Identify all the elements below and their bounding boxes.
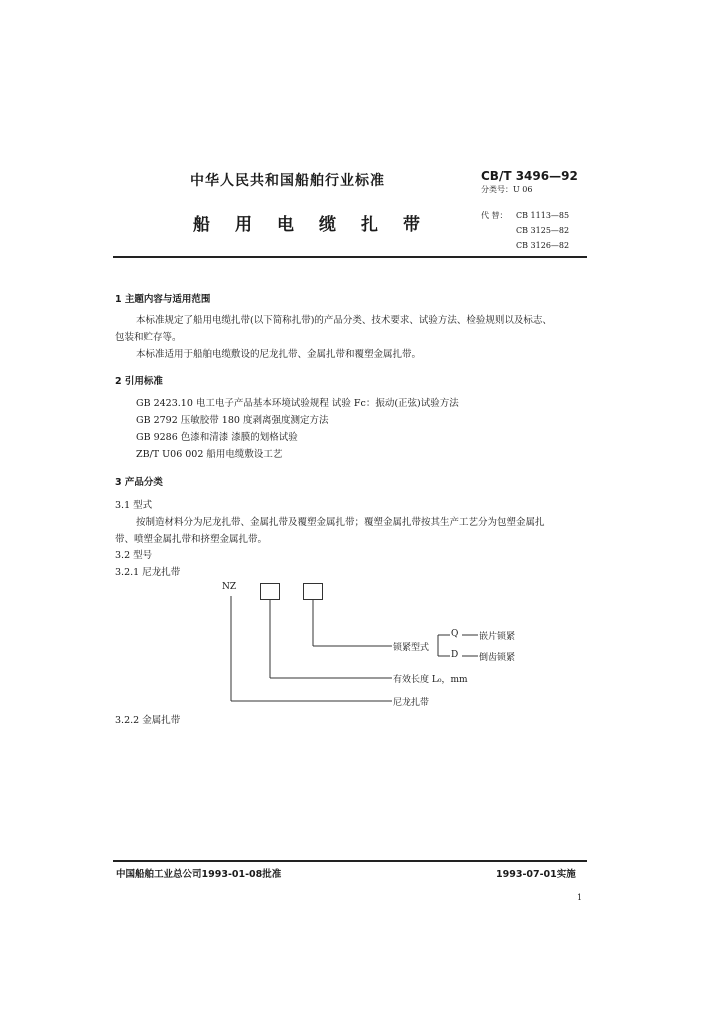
- reference-item: GB 9286 色漆和清漆 漆膜的划格试验: [136, 432, 298, 443]
- replaces-label: 代 替：: [481, 211, 508, 220]
- subsection-3-1-text: 按制造材料分为尼龙扎带、金属扎带及覆塑金属扎带；覆塑金属扎带按其生产工艺分为包塑金属扎: [136, 517, 545, 528]
- subsection-3-1-heading: 3.1 型式: [115, 500, 153, 511]
- replaces-item: CB 3125—82: [516, 226, 570, 235]
- reference-item: GB 2423.10 电工电子产品基本环境试验规程 试验 Fc：振动(正弦)试验方法: [136, 398, 459, 409]
- issuing-body-title: 中华人民共和国船舶行业标准: [190, 173, 385, 189]
- section-1-heading: 1 主题内容与适用范围: [115, 294, 211, 305]
- effective-date: 1993-07-01实施: [496, 869, 576, 880]
- section-1-paragraph: 包装和贮存等。: [115, 332, 182, 343]
- option-q-label: 嵌片锁紧: [479, 632, 516, 642]
- reference-item: ZB/T U06 002 船用电缆敷设工艺: [136, 449, 283, 460]
- document-title: 船用电缆扎带: [193, 215, 445, 235]
- option-d-code: D: [451, 650, 459, 660]
- subsection-3-2-1-heading: 3.2.1 尼龙扎带: [115, 567, 181, 578]
- lock-type-label: 锁紧型式: [393, 643, 430, 653]
- approval-date: 中国船舶工业总公司1993-01-08批准: [116, 869, 282, 880]
- option-q-code: Q: [451, 629, 459, 639]
- footer-rule: [113, 860, 587, 862]
- length-label: 有效长度 L₀，mm: [393, 675, 468, 685]
- reference-item: GB 2792 压敏胶带 180 度剥离强度测定方法: [136, 415, 329, 426]
- replaces-item: CB 3126—82: [516, 241, 570, 250]
- section-3-heading: 3 产品分类: [115, 477, 163, 488]
- subsection-3-2-heading: 3.2 型号: [115, 550, 153, 561]
- standard-number: CB/T 3496—92: [481, 169, 578, 183]
- nylon-tie-label: 尼龙扎带: [393, 698, 430, 708]
- page-number: 1: [577, 893, 583, 902]
- subsection-3-1-text: 带、喷塑金属扎带和挤塑金属扎带。: [115, 534, 268, 545]
- subsection-3-2-2-heading: 3.2.2 金属扎带: [115, 715, 181, 726]
- model-prefix: NZ: [222, 582, 237, 592]
- replaces-item: CB 1113—85: [516, 211, 570, 220]
- classification-number: 分类号：U 06: [481, 185, 533, 194]
- section-2-heading: 2 引用标准: [115, 376, 163, 387]
- option-d-label: 倒齿锁紧: [479, 653, 516, 663]
- section-1-paragraph: 本标准规定了船用电缆扎带(以下简称扎带)的产品分类、技术要求、试验方法、检验规则以及标志、: [136, 315, 552, 326]
- section-1-scope: 本标准适用于船舶电缆敷设的尼龙扎带、金属扎带和覆塑金属扎带。: [136, 349, 422, 360]
